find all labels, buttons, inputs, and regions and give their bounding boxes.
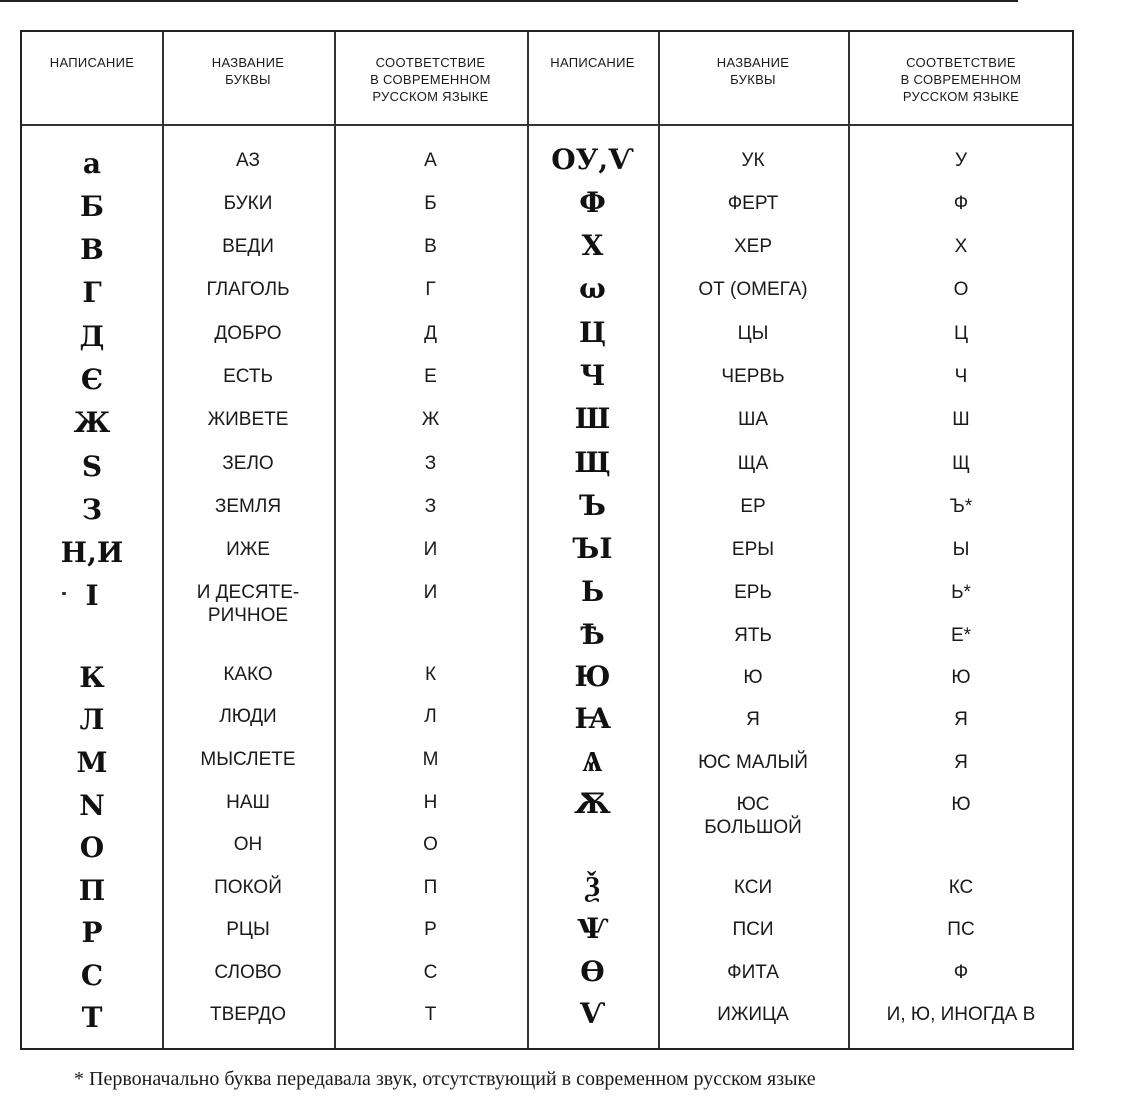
letter-glyph: О [79, 831, 105, 864]
letter-glyph: Ф [579, 186, 606, 219]
modern-equivalent: Ф [953, 192, 969, 214]
modern-equivalent: И [423, 581, 438, 603]
modern-equivalent: Ю [951, 666, 971, 688]
letter-glyph: Ь [580, 575, 605, 608]
modern-equivalent: Ц [953, 322, 969, 344]
modern-equivalent: И [423, 538, 438, 560]
letter-name: НАШ [226, 791, 270, 813]
letter-glyph: Ю [574, 660, 611, 693]
letter-name: ДОБРО [214, 322, 282, 344]
modern-equivalent: ПС [947, 918, 975, 940]
letter-glyph: Є [80, 363, 104, 396]
letter-glyph: Ѯ [585, 870, 600, 903]
letter-name: ЗЕЛО [222, 452, 274, 474]
top-rule [0, 0, 1018, 2]
modern-equivalent: З [424, 452, 437, 474]
letter-glyph: Ѣ [580, 618, 605, 651]
modern-equivalent: М [422, 748, 439, 770]
letter-glyph: Ц [578, 316, 607, 349]
letter-glyph: Щ [574, 446, 611, 479]
letter-glyph: Ѳ [580, 955, 605, 988]
letter-glyph: Х [581, 229, 604, 262]
letter-glyph: П [78, 874, 106, 907]
modern-equivalent: Ю [951, 793, 971, 815]
letter-glyph: ОУ,Ѵ [551, 143, 634, 176]
header-modern-left: СООТВЕТСТВИЕ В СОВРЕМЕННОМ РУССКОМ ЯЗЫКЕ [370, 55, 491, 104]
letter-glyph: З [81, 493, 103, 526]
letter-glyph: Ѱ [577, 912, 608, 945]
letter-glyph: ω [579, 272, 606, 305]
letter-glyph: С [80, 959, 104, 992]
modern-equivalent: Е [424, 365, 437, 387]
modern-equivalent: Щ [952, 452, 970, 474]
modern-equivalent: Ь* [951, 581, 971, 603]
letter-name: ША [737, 408, 769, 430]
letter-name: ЦЫ [737, 322, 769, 344]
modern-equivalent: Л [424, 705, 437, 727]
modern-equivalent: П [423, 876, 438, 898]
letter-name: КСИ [733, 876, 773, 898]
letter-name: ЖИВЕТЕ [207, 408, 289, 430]
letter-name: ЗЕМЛЯ [214, 495, 282, 517]
modern-equivalent: Ж [421, 408, 440, 430]
header-modern-right: СООТВЕТСТВИЕ В СОВРЕМЕННОМ РУССКОМ ЯЗЫКЕ [900, 55, 1022, 104]
letter-glyph: Л [79, 703, 105, 736]
letter-glyph: Ꙗ [574, 702, 611, 735]
letter-glyph: Г [82, 276, 102, 309]
modern-equivalent: Ф [953, 961, 969, 983]
letter-glyph: Ш [574, 402, 611, 435]
letter-name: ГЛАГОЛЬ [206, 278, 290, 300]
letter-glyph: Д [79, 320, 105, 353]
letter-name: ЕРЫ [731, 538, 775, 560]
header-divider [22, 124, 1072, 126]
modern-equivalent: С [423, 961, 438, 983]
modern-equivalent: Б [424, 192, 437, 214]
letter-glyph: Ѧ [582, 745, 603, 778]
letter-name: ХЕР [733, 235, 773, 257]
letter-name: ОН [233, 833, 263, 855]
letter-glyph: Ѕ [81, 450, 103, 483]
modern-equivalent: З [424, 495, 437, 517]
letter-name: ИЖЕ [226, 538, 270, 560]
modern-equivalent: Ш [952, 408, 970, 430]
letter-glyph: К [79, 661, 105, 694]
letter-name: ЧЕРВЬ [721, 365, 785, 387]
letter-glyph: Ч [579, 359, 606, 392]
modern-equivalent: Ы [952, 538, 970, 560]
modern-equivalent: Д [424, 322, 437, 344]
letter-name: ЕСТЬ [223, 365, 273, 387]
letter-name: ВЕДИ [222, 235, 274, 257]
modern-equivalent: К [424, 663, 437, 685]
modern-equivalent: Я [954, 751, 968, 773]
header-name-left: НАЗВАНИЕ БУКВЫ [211, 55, 285, 87]
modern-equivalent: КС [948, 876, 974, 898]
letter-name: УК [741, 149, 765, 171]
letter-name: ПСИ [732, 918, 774, 940]
letter-name: БУКИ [223, 192, 273, 214]
letter-name: КАКО [223, 663, 273, 685]
letter-glyph: Ѫ [574, 787, 611, 820]
modern-equivalent: У [954, 149, 968, 171]
letter-glyph: Б [80, 190, 104, 223]
modern-equivalent: Ъ* [949, 495, 973, 517]
letter-glyph: В [80, 233, 104, 266]
letter-name: ЩА [737, 452, 769, 474]
letter-glyph: Т [81, 1001, 103, 1034]
letter-name: ОТ (ОМЕГА) [698, 278, 808, 300]
modern-equivalent: О [423, 833, 438, 855]
letter-glyph: ЪІ [572, 532, 613, 565]
letter-name: АЗ [236, 149, 260, 171]
letter-name: ЕР [740, 495, 766, 517]
header-writing-right: НАПИСАНИЕ [550, 55, 635, 70]
modern-equivalent: Т [424, 1003, 437, 1025]
letter-name: ТВЕРДО [210, 1003, 286, 1025]
modern-equivalent: И, Ю, ИНОГДА В [886, 1003, 1036, 1025]
letter-glyph: а [82, 147, 102, 180]
letter-glyph: І [85, 579, 99, 612]
letter-name: СЛОВО [214, 961, 282, 983]
letter-name: ЛЮДИ [219, 705, 277, 727]
letter-name: Ю [743, 666, 763, 688]
modern-equivalent: В [424, 235, 437, 257]
letter-name: ФИТА [727, 961, 779, 983]
modern-equivalent: Р [424, 918, 437, 940]
letter-name: ФЕРТ [727, 192, 779, 214]
letter-glyph: N [79, 789, 105, 822]
letter-glyph: Ѵ [579, 997, 606, 1030]
modern-equivalent: Г [425, 278, 436, 300]
letter-name: ЮС МАЛЫЙ [698, 751, 808, 773]
letter-name: И ДЕСЯТЕ- РИЧНОЕ [196, 581, 300, 626]
print-speck [62, 592, 66, 595]
letter-name: ЮС БОЛЬШОЙ [704, 793, 802, 838]
modern-equivalent: Н [423, 791, 438, 813]
letter-glyph: М [76, 746, 108, 779]
header-writing-left: НАПИСАНИЕ [49, 55, 135, 70]
letter-name: ЕРЬ [734, 581, 772, 603]
modern-equivalent: О [953, 278, 969, 300]
letter-glyph: Ж [73, 406, 111, 439]
letter-name: МЫСЛЕТЕ [200, 748, 296, 770]
modern-equivalent: Я [954, 708, 968, 730]
modern-equivalent: Ч [954, 365, 968, 387]
modern-equivalent: Е* [950, 624, 972, 646]
letter-name: ПОКОЙ [214, 876, 282, 898]
modern-equivalent: А [424, 149, 437, 171]
footnote: * Первоначально буква передавала звук, отсутствующий в современном русском языке [74, 1068, 816, 1090]
modern-equivalent: Х [954, 235, 968, 257]
letter-name: ЯТЬ [734, 624, 772, 646]
letter-glyph: Ъ [579, 489, 606, 522]
letter-name: Я [746, 708, 760, 730]
letter-name: ИЖИЦА [717, 1003, 789, 1025]
alphabet-table [20, 30, 1074, 1050]
header-name-right: НАЗВАНИЕ БУКВЫ [716, 55, 790, 87]
letter-glyph: Р [81, 916, 103, 949]
letter-name: РЦЫ [226, 918, 270, 940]
letter-glyph: Н,И [60, 536, 124, 569]
